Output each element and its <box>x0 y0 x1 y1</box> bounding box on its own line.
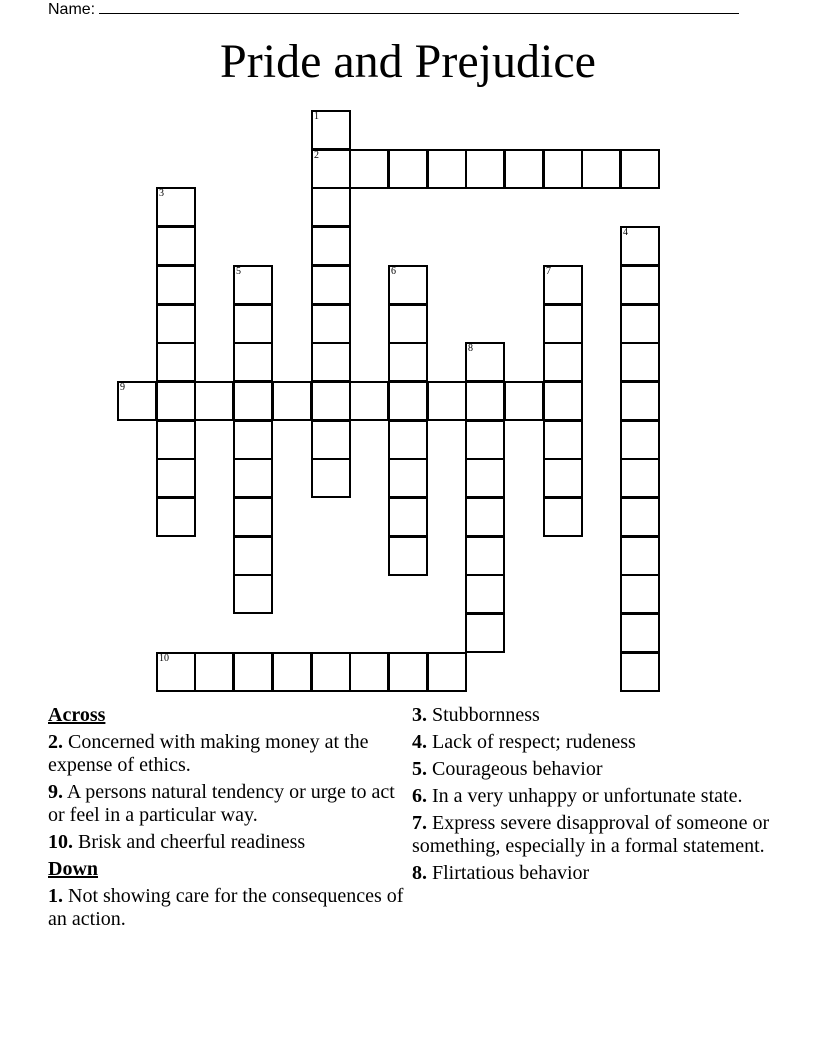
crossword-cell[interactable] <box>620 574 660 614</box>
down-heading: Down <box>48 858 99 880</box>
puzzle-title: Pride and Prejudice <box>220 35 596 88</box>
crossword-cell[interactable] <box>388 265 428 305</box>
crossword-cell[interactable] <box>427 149 467 189</box>
crossword-cell[interactable] <box>233 381 273 421</box>
crossword-cell[interactable] <box>233 420 273 460</box>
crossword-cell[interactable] <box>272 652 312 692</box>
crossword-cell[interactable] <box>272 381 312 421</box>
cell-number: 4 <box>623 227 628 238</box>
crossword-cell[interactable] <box>156 497 196 537</box>
clue-down-6: 6. In a very unhappy or unfortunate state. <box>412 785 743 807</box>
crossword-cell[interactable] <box>156 420 196 460</box>
crossword-cell[interactable] <box>620 458 660 498</box>
cell-number: 1 <box>314 111 319 122</box>
crossword-cell[interactable] <box>311 226 351 266</box>
clue-down-8: 8. Flirtatious behavior <box>412 862 590 884</box>
crossword-cell[interactable] <box>233 536 273 576</box>
crossword-cell[interactable] <box>311 187 351 227</box>
crossword-cell[interactable] <box>543 149 583 189</box>
crossword-cell[interactable] <box>620 304 660 344</box>
clue-across-10: 10. Brisk and cheerful readiness <box>48 831 306 853</box>
crossword-cell[interactable] <box>388 420 428 460</box>
clue-down-1: 1. Not showing care for the consequences of an action. <box>48 885 404 930</box>
crossword-cell[interactable] <box>465 342 505 382</box>
crossword-cell[interactable] <box>620 149 660 189</box>
crossword-cell[interactable] <box>465 420 505 460</box>
crossword-cell[interactable] <box>156 652 196 692</box>
crossword-cell[interactable] <box>504 149 544 189</box>
crossword-cell[interactable] <box>156 304 196 344</box>
crossword-cell[interactable] <box>620 342 660 382</box>
crossword-cell[interactable] <box>465 149 505 189</box>
crossword-cell[interactable] <box>388 497 428 537</box>
name-line <box>48 0 739 19</box>
clue-across-2: 2. Concerned with making money at the expense of ethics. <box>48 731 369 776</box>
crossword-cell[interactable] <box>388 304 428 344</box>
crossword-cell[interactable] <box>388 652 428 692</box>
cell-number: 7 <box>546 266 551 277</box>
crossword-cell[interactable] <box>465 536 505 576</box>
crossword-cell[interactable] <box>388 458 428 498</box>
cell-number: 8 <box>468 343 473 354</box>
clues-column-left <box>48 704 408 935</box>
crossword-cell[interactable] <box>543 420 583 460</box>
clue-down-7: 7. Express severe disapproval of someone or something, especially in a formal statement. <box>412 812 770 857</box>
crossword-cell[interactable] <box>620 652 660 692</box>
clue-down-5: 5. Courageous behavior <box>412 758 603 780</box>
crossword-cell[interactable] <box>465 497 505 537</box>
across-heading: Across <box>48 704 106 726</box>
crossword-cell[interactable] <box>349 381 389 421</box>
crossword-cell[interactable] <box>311 149 351 189</box>
crossword-cell[interactable] <box>543 304 583 344</box>
crossword-cell[interactable] <box>311 381 351 421</box>
crossword-cell[interactable] <box>311 458 351 498</box>
crossword-cell[interactable] <box>465 381 505 421</box>
cell-number: 9 <box>120 382 125 393</box>
crossword-cell[interactable] <box>156 226 196 266</box>
crossword-cell[interactable] <box>543 497 583 537</box>
crossword-cell[interactable] <box>465 458 505 498</box>
crossword-cell[interactable] <box>620 265 660 305</box>
crossword-cell[interactable] <box>388 149 428 189</box>
crossword-cell[interactable] <box>156 265 196 305</box>
crossword-cell[interactable] <box>427 381 467 421</box>
crossword-cell[interactable] <box>620 613 660 653</box>
cell-number: 5 <box>236 266 241 277</box>
crossword-cell[interactable] <box>233 574 273 614</box>
crossword-cell[interactable] <box>311 265 351 305</box>
crossword-cell[interactable] <box>543 265 583 305</box>
crossword-cell[interactable] <box>311 342 351 382</box>
crossword-cell[interactable] <box>620 381 660 421</box>
crossword-cell[interactable] <box>156 458 196 498</box>
cell-number: 3 <box>159 188 164 199</box>
crossword-cell[interactable] <box>427 652 467 692</box>
clue-down-4: 4. Lack of respect; rudeness <box>412 731 636 753</box>
name-label: Name: <box>48 1 96 18</box>
crossword-cell[interactable] <box>233 265 273 305</box>
name-field[interactable] <box>99 0 739 14</box>
crossword-cell[interactable] <box>349 652 389 692</box>
crossword-cell[interactable] <box>156 187 196 227</box>
crossword-cell[interactable] <box>620 536 660 576</box>
crossword-cell[interactable] <box>465 574 505 614</box>
crossword-cell[interactable] <box>543 342 583 382</box>
cell-number: 10 <box>159 653 169 664</box>
crossword-cell[interactable] <box>233 652 273 692</box>
crossword-cell[interactable] <box>233 458 273 498</box>
clues-column-right <box>412 704 772 889</box>
crossword-cell[interactable] <box>311 110 351 150</box>
clue-across-9: 9. A persons natural tendency or urge to act or feel in a particular way. <box>48 781 395 826</box>
clue-down-3: 3. Stubbornness <box>412 704 540 726</box>
crossword-cell[interactable] <box>388 381 428 421</box>
crossword-cell[interactable] <box>311 420 351 460</box>
crossword-cell[interactable] <box>620 497 660 537</box>
crossword-cell[interactable] <box>349 149 389 189</box>
crossword-cell[interactable] <box>156 342 196 382</box>
crossword-cell[interactable] <box>620 420 660 460</box>
crossword-cell[interactable] <box>620 226 660 266</box>
crossword-cell[interactable] <box>388 536 428 576</box>
crossword-cell[interactable] <box>233 497 273 537</box>
crossword-cell[interactable] <box>504 381 544 421</box>
crossword-cell[interactable] <box>117 381 157 421</box>
crossword-cell[interactable] <box>194 381 234 421</box>
crossword-cell[interactable] <box>311 304 351 344</box>
crossword-cell[interactable] <box>233 304 273 344</box>
crossword-cell[interactable] <box>233 342 273 382</box>
cell-number: 6 <box>391 266 396 277</box>
crossword-cell[interactable] <box>194 652 234 692</box>
cell-number: 2 <box>314 150 319 161</box>
crossword-cell[interactable] <box>311 652 351 692</box>
crossword-cell[interactable] <box>465 613 505 653</box>
crossword-cell[interactable] <box>581 149 621 189</box>
crossword-cell[interactable] <box>543 458 583 498</box>
crossword-cell[interactable] <box>388 342 428 382</box>
crossword-cell[interactable] <box>156 381 196 421</box>
crossword-cell[interactable] <box>543 381 583 421</box>
